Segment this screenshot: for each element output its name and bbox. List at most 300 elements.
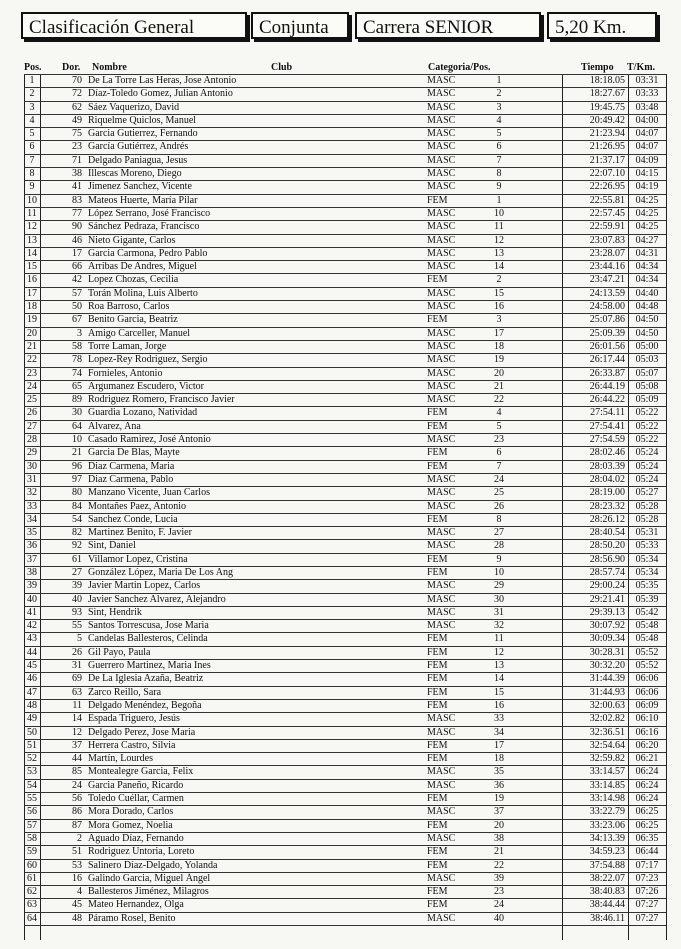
tkm-cell: 05:00 [635, 340, 659, 352]
header-tiempo: Tiempo [581, 62, 614, 73]
table-row [24, 473, 666, 486]
tiempo-cell: 22:57.45 [589, 207, 625, 219]
table-row [24, 513, 666, 526]
dorsal-cell: 12 [72, 726, 82, 738]
tiempo-cell: 23:07.83 [589, 234, 625, 246]
title-conjunta: Conjunta [251, 12, 349, 39]
categoria-pos-cell: 35 [494, 766, 504, 778]
row-divider [24, 699, 666, 700]
tkm-cell: 06:16 [635, 726, 659, 738]
dorsal-cell: 40 [72, 593, 82, 605]
categoria-cell: FEM [427, 699, 448, 711]
pos-cell: 46 [27, 673, 37, 685]
nombre-cell: Sáez Vaquerizo, David [88, 101, 180, 113]
tkm-cell: 04:34 [635, 274, 659, 286]
dorsal-cell: 54 [72, 513, 82, 525]
row-divider [24, 912, 666, 913]
tkm-cell: 05:52 [635, 646, 659, 658]
row-divider [24, 207, 666, 208]
nombre-cell: Martinez Benito, F. Javier [88, 527, 192, 539]
pos-cell: 22 [27, 354, 37, 366]
dorsal-cell: 82 [72, 527, 82, 539]
pos-cell: 12 [27, 221, 37, 233]
nombre-cell: Guardia Lozano, Natividad [88, 407, 198, 419]
tkm-cell: 06:35 [635, 832, 659, 844]
tiempo-cell: 38:22.07 [589, 872, 625, 884]
tiempo-cell: 22:55.81 [589, 194, 625, 206]
tiempo-cell: 27:54.41 [589, 420, 625, 432]
tiempo-cell: 28:19.00 [589, 487, 625, 499]
tiempo-cell: 28:02.46 [589, 447, 625, 459]
categoria-cell: MASC [427, 301, 456, 313]
nombre-cell: Santos Torrescusa, Jose Maria [88, 620, 209, 632]
tiempo-cell: 23:47.21 [589, 274, 625, 286]
nombre-cell: Candelas Ballesteros, Celinda [88, 633, 208, 645]
row-divider [24, 566, 666, 567]
row-divider [24, 140, 666, 141]
tiempo-cell: 20:49.42 [589, 114, 625, 126]
pos-cell: 25 [27, 394, 37, 406]
row-divider [24, 114, 666, 115]
categoria-cell: MASC [427, 779, 456, 791]
tkm-cell: 07:26 [635, 886, 659, 898]
categoria-cell: FEM [427, 194, 448, 206]
pos-cell: 31 [27, 473, 37, 485]
dorsal-cell: 67 [72, 314, 82, 326]
tiempo-cell: 38:40.83 [589, 886, 625, 898]
tkm-cell: 06:44 [635, 846, 659, 858]
pos-cell: 43 [27, 633, 37, 645]
row-divider [24, 273, 666, 274]
tkm-cell: 07:17 [635, 859, 659, 871]
tiempo-cell: 29:21.41 [589, 593, 625, 605]
nombre-cell: Alvarez, Ana [88, 420, 141, 432]
categoria-pos-cell: 38 [494, 832, 504, 844]
table-row [24, 739, 666, 752]
row-divider [24, 380, 666, 381]
column-divider [666, 74, 667, 940]
tkm-cell: 07:27 [635, 899, 659, 911]
pos-cell: 56 [27, 806, 37, 818]
row-divider [24, 420, 666, 421]
categoria-pos-cell: 30 [494, 593, 504, 605]
pos-cell: 29 [27, 447, 37, 459]
tiempo-cell: 23:44.16 [589, 261, 625, 273]
categoria-cell: FEM [427, 753, 448, 765]
tiempo-cell: 34:13.39 [589, 832, 625, 844]
table-row [24, 686, 666, 699]
nombre-cell: Arribas De Andres, Miguel [88, 261, 197, 273]
categoria-cell: MASC [427, 527, 456, 539]
table-row [24, 273, 666, 286]
dorsal-cell: 96 [72, 460, 82, 472]
categoria-cell: MASC [427, 487, 456, 499]
tiempo-cell: 30:09.34 [589, 633, 625, 645]
pos-cell: 18 [27, 301, 37, 313]
row-divider [24, 180, 666, 181]
categoria-pos-cell: 20 [494, 819, 504, 831]
nombre-cell: Ballesteros Jiménez, Milagros [88, 886, 209, 898]
tkm-cell: 07:27 [635, 912, 659, 924]
categoria-pos-cell: 23 [494, 434, 504, 446]
dorsal-cell: 49 [72, 114, 82, 126]
categoria-pos-cell: 12 [494, 646, 504, 658]
categoria-pos-cell: 5 [496, 128, 502, 140]
categoria-cell: MASC [427, 141, 456, 153]
tkm-cell: 05:52 [635, 660, 659, 672]
nombre-cell: Illescas Moreno, Diego [88, 168, 182, 180]
pos-cell: 36 [27, 540, 37, 552]
categoria-pos-cell: 22 [494, 859, 504, 871]
row-divider [24, 247, 666, 248]
categoria-pos-cell: 6 [496, 447, 502, 459]
categoria-pos-cell: 10 [494, 566, 504, 578]
tkm-cell: 03:48 [635, 101, 659, 113]
categoria-pos-cell: 28 [494, 540, 504, 552]
table-row [24, 872, 666, 885]
tiempo-cell: 22:26.95 [589, 181, 625, 193]
categoria-cell: MASC [427, 354, 456, 366]
tiempo-cell: 28:26.12 [589, 513, 625, 525]
nombre-cell: Gil Payo, Paula [88, 646, 151, 658]
header-tkm: T/Km. [627, 62, 656, 73]
pos-cell: 32 [27, 487, 37, 499]
row-divider [24, 500, 666, 501]
categoria-pos-cell: 23 [494, 886, 504, 898]
tkm-cell: 05:27 [635, 487, 659, 499]
row-divider [24, 859, 666, 860]
dorsal-cell: 84 [72, 500, 82, 512]
dorsal-cell: 62 [72, 101, 82, 113]
row-divider [24, 127, 666, 128]
table-row [24, 340, 666, 353]
dorsal-cell: 57 [72, 287, 82, 299]
row-divider [24, 752, 666, 753]
dorsal-cell: 5 [77, 633, 82, 645]
pos-cell: 4 [29, 114, 35, 126]
row-divider [24, 845, 666, 846]
tiempo-cell: 27:54.59 [589, 434, 625, 446]
tkm-cell: 04:25 [635, 207, 659, 219]
dorsal-cell: 51 [72, 846, 82, 858]
tkm-cell: 04:50 [635, 327, 659, 339]
categoria-cell: MASC [427, 912, 456, 924]
nombre-cell: Jimenez Sanchez, Vicente [88, 181, 192, 193]
results-table [24, 74, 666, 926]
nombre-cell: Villamor Lopez, Cristina [88, 553, 188, 565]
tiempo-cell: 32:00.63 [589, 699, 625, 711]
nombre-cell: Galindo Garcia, Miguel Ángel [88, 872, 211, 884]
dorsal-cell: 21 [72, 447, 82, 459]
pos-cell: 23 [27, 367, 37, 379]
categoria-cell: FEM [427, 660, 448, 672]
row-divider [24, 779, 666, 780]
dorsal-cell: 4 [77, 886, 82, 898]
categoria-cell: MASC [427, 101, 456, 113]
nombre-cell: Manzano Vicente, Juan Carlos [88, 487, 210, 499]
categoria-pos-cell: 37 [494, 806, 504, 818]
table-row [24, 752, 666, 765]
tkm-cell: 06:06 [635, 673, 659, 685]
table-row [24, 287, 666, 300]
tkm-cell: 05:39 [635, 593, 659, 605]
table-row [24, 726, 666, 739]
dorsal-cell: 39 [72, 580, 82, 592]
nombre-cell: Guerrero Martinez, Maria Ines [88, 660, 211, 672]
dorsal-cell: 38 [72, 168, 82, 180]
nombre-cell: Herrera Castro, Silvia [88, 739, 176, 751]
categoria-cell: MASC [427, 154, 456, 166]
table-row [24, 154, 666, 167]
categoria-cell: MASC [427, 367, 456, 379]
table-row [24, 380, 666, 393]
tkm-cell: 05:28 [635, 513, 659, 525]
tkm-cell: 06:21 [635, 753, 659, 765]
categoria-pos-cell: 3 [496, 314, 502, 326]
tkm-cell: 03:31 [635, 75, 659, 86]
categoria-pos-cell: 10 [494, 207, 504, 219]
categoria-cell: FEM [427, 899, 448, 911]
row-divider [24, 526, 666, 527]
table-row [24, 912, 666, 925]
pos-cell: 33 [27, 500, 37, 512]
dorsal-cell: 92 [72, 540, 82, 552]
pos-cell: 11 [27, 207, 37, 219]
nombre-cell: Martín, Lourdes [88, 753, 153, 765]
pos-cell: 24 [27, 380, 37, 392]
tkm-cell: 05:28 [635, 500, 659, 512]
dorsal-cell: 63 [72, 686, 82, 698]
categoria-pos-cell: 31 [494, 606, 504, 618]
tkm-cell: 05:08 [635, 380, 659, 392]
pos-cell: 14 [27, 247, 37, 259]
tkm-cell: 06:25 [635, 819, 659, 831]
pos-cell: 37 [27, 553, 37, 565]
table-row [24, 247, 666, 260]
table-row [24, 433, 666, 446]
tkm-cell: 05:34 [635, 553, 659, 565]
categoria-cell: MASC [427, 540, 456, 552]
categoria-pos-cell: 15 [494, 287, 504, 299]
dorsal-cell: 10 [72, 434, 82, 446]
row-divider [24, 167, 666, 168]
tiempo-cell: 26:44.22 [589, 394, 625, 406]
pos-cell: 39 [27, 580, 37, 592]
dorsal-cell: 56 [72, 793, 82, 805]
nombre-cell: Roa Barroso, Carlos [88, 301, 170, 313]
pos-cell: 55 [27, 793, 37, 805]
pos-cell: 9 [29, 181, 35, 193]
dorsal-cell: 42 [72, 274, 82, 286]
tiempo-cell: 26:44.19 [589, 380, 625, 392]
row-divider [24, 819, 666, 820]
nombre-cell: Rodriguez Romero, Francisco Javier [88, 394, 235, 406]
header-club: Club [271, 62, 293, 73]
table-row [24, 859, 666, 872]
categoria-cell: MASC [427, 434, 456, 446]
categoria-pos-cell: 24 [494, 899, 504, 911]
categoria-cell: FEM [427, 646, 448, 658]
nombre-cell: Garcia Gutierrez, Fernando [88, 128, 198, 140]
nombre-cell: López Serrano, José Francisco [88, 207, 211, 219]
categoria-pos-cell: 36 [494, 779, 504, 791]
row-divider [24, 553, 666, 554]
table-row [24, 699, 666, 712]
categoria-cell: MASC [427, 806, 456, 818]
tkm-cell: 05:48 [635, 620, 659, 632]
table-row [24, 659, 666, 672]
pos-cell: 3 [29, 101, 35, 113]
tkm-cell: 06:20 [635, 739, 659, 751]
categoria-pos-cell: 34 [494, 726, 504, 738]
pos-cell: 10 [27, 194, 37, 206]
categoria-cell: MASC [427, 580, 456, 592]
nombre-cell: De La Torre Las Heras, Jose Antonio [88, 75, 237, 86]
tkm-cell: 06:24 [635, 779, 659, 791]
categoria-pos-cell: 6 [496, 141, 502, 153]
categoria-cell: MASC [427, 500, 456, 512]
row-divider [24, 672, 666, 673]
dorsal-cell: 41 [72, 181, 82, 193]
dorsal-cell: 61 [72, 553, 82, 565]
categoria-cell: MASC [427, 713, 456, 725]
row-divider [24, 220, 666, 221]
categoria-cell: FEM [427, 859, 448, 871]
table-row [24, 619, 666, 632]
tiempo-cell: 33:14.98 [589, 793, 625, 805]
tkm-cell: 05:24 [635, 460, 659, 472]
categoria-cell: FEM [427, 553, 448, 565]
tkm-cell: 04:15 [635, 168, 659, 180]
tkm-cell: 05:34 [635, 566, 659, 578]
row-divider [24, 154, 666, 155]
table-row [24, 632, 666, 645]
tiempo-cell: 31:44.93 [589, 686, 625, 698]
tiempo-cell: 28:03.39 [589, 460, 625, 472]
pos-cell: 40 [27, 593, 37, 605]
pos-cell: 30 [27, 460, 37, 472]
categoria-cell: FEM [427, 314, 448, 326]
tkm-cell: 05:35 [635, 580, 659, 592]
categoria-cell: MASC [427, 832, 456, 844]
row-divider [24, 726, 666, 727]
tiempo-cell: 32:36.51 [589, 726, 625, 738]
tkm-cell: 04:31 [635, 247, 659, 259]
categoria-cell: FEM [427, 793, 448, 805]
pos-cell: 7 [29, 154, 35, 166]
nombre-cell: Sint, Hendrik [88, 606, 142, 618]
nombre-cell: Argumanez Escudero, Victor [88, 380, 204, 392]
table-row [24, 539, 666, 552]
dorsal-cell: 69 [72, 673, 82, 685]
row-divider [24, 460, 666, 461]
row-divider [24, 340, 666, 341]
categoria-cell: MASC [427, 327, 456, 339]
dorsal-cell: 97 [72, 473, 82, 485]
categoria-pos-cell: 20 [494, 367, 504, 379]
categoria-pos-cell: 7 [496, 460, 502, 472]
pos-cell: 53 [27, 766, 37, 778]
table-row [24, 566, 666, 579]
tiempo-cell: 32:54.64 [589, 739, 625, 751]
nombre-cell: Garcia Paneño, Ricardo [88, 779, 184, 791]
dorsal-cell: 83 [72, 194, 82, 206]
pos-cell: 6 [29, 141, 35, 153]
tkm-cell: 05:03 [635, 354, 659, 366]
table-row [24, 74, 666, 87]
nombre-cell: Toledo Cuéllar, Carmen [88, 793, 184, 805]
tiempo-cell: 24:13.59 [589, 287, 625, 299]
title-clasificacion: Clasificación General [21, 12, 247, 39]
categoria-pos-cell: 18 [494, 753, 504, 765]
tkm-cell: 04:25 [635, 194, 659, 206]
categoria-cell: FEM [427, 460, 448, 472]
dorsal-cell: 64 [72, 420, 82, 432]
nombre-cell: Garcia Carmona, Pedro Pablo [88, 247, 208, 259]
table-row [24, 140, 666, 153]
nombre-cell: Torán Molina, Luis Alberto [88, 287, 198, 299]
dorsal-cell: 11 [72, 699, 82, 711]
dorsal-cell: 87 [72, 819, 82, 831]
categoria-cell: MASC [427, 75, 456, 86]
pos-cell: 47 [27, 686, 37, 698]
categoria-pos-cell: 40 [494, 912, 504, 924]
categoria-cell: MASC [427, 394, 456, 406]
tkm-cell: 05:33 [635, 540, 659, 552]
row-divider [24, 619, 666, 620]
tiempo-cell: 18:18.05 [589, 75, 625, 86]
tiempo-cell: 33:14.85 [589, 779, 625, 791]
tiempo-cell: 28:57.74 [589, 566, 625, 578]
categoria-pos-cell: 2 [496, 88, 502, 100]
row-divider [24, 194, 666, 195]
nombre-cell: Garcia De Blas, Mayte [88, 447, 180, 459]
dorsal-cell: 3 [77, 327, 82, 339]
tkm-cell: 05:07 [635, 367, 659, 379]
nombre-cell: García Gutiérrez, Andrés [88, 141, 189, 153]
row-divider [24, 101, 666, 102]
row-divider [24, 74, 666, 75]
table-row [24, 127, 666, 140]
categoria-cell: MASC [427, 473, 456, 485]
categoria-pos-cell: 21 [494, 380, 504, 392]
dorsal-cell: 27 [72, 566, 82, 578]
table-row [24, 526, 666, 539]
tkm-cell: 05:31 [635, 527, 659, 539]
nombre-cell: Amigo Carceller, Manuel [88, 327, 191, 339]
pos-cell: 8 [29, 168, 35, 180]
pos-cell: 64 [27, 912, 37, 924]
title-carrera: Carrera SENIOR [355, 12, 541, 39]
tiempo-cell: 37:54.88 [589, 859, 625, 871]
tkm-cell: 04:07 [635, 128, 659, 140]
row-divider [24, 87, 666, 88]
tkm-cell: 05:48 [635, 633, 659, 645]
table-row [24, 101, 666, 114]
categoria-cell: FEM [427, 447, 448, 459]
pos-cell: 1 [29, 75, 35, 86]
categoria-pos-cell: 8 [496, 513, 502, 525]
table-row [24, 672, 666, 685]
tiempo-cell: 30:32.20 [589, 660, 625, 672]
tiempo-cell: 26:17.44 [589, 354, 625, 366]
dorsal-cell: 48 [72, 912, 82, 924]
categoria-pos-cell: 9 [496, 181, 502, 193]
tkm-cell: 07:23 [635, 872, 659, 884]
nombre-cell: Díaz-Toledo Gomez, Julian Antonio [88, 88, 233, 100]
table-row [24, 792, 666, 805]
table-row [24, 593, 666, 606]
